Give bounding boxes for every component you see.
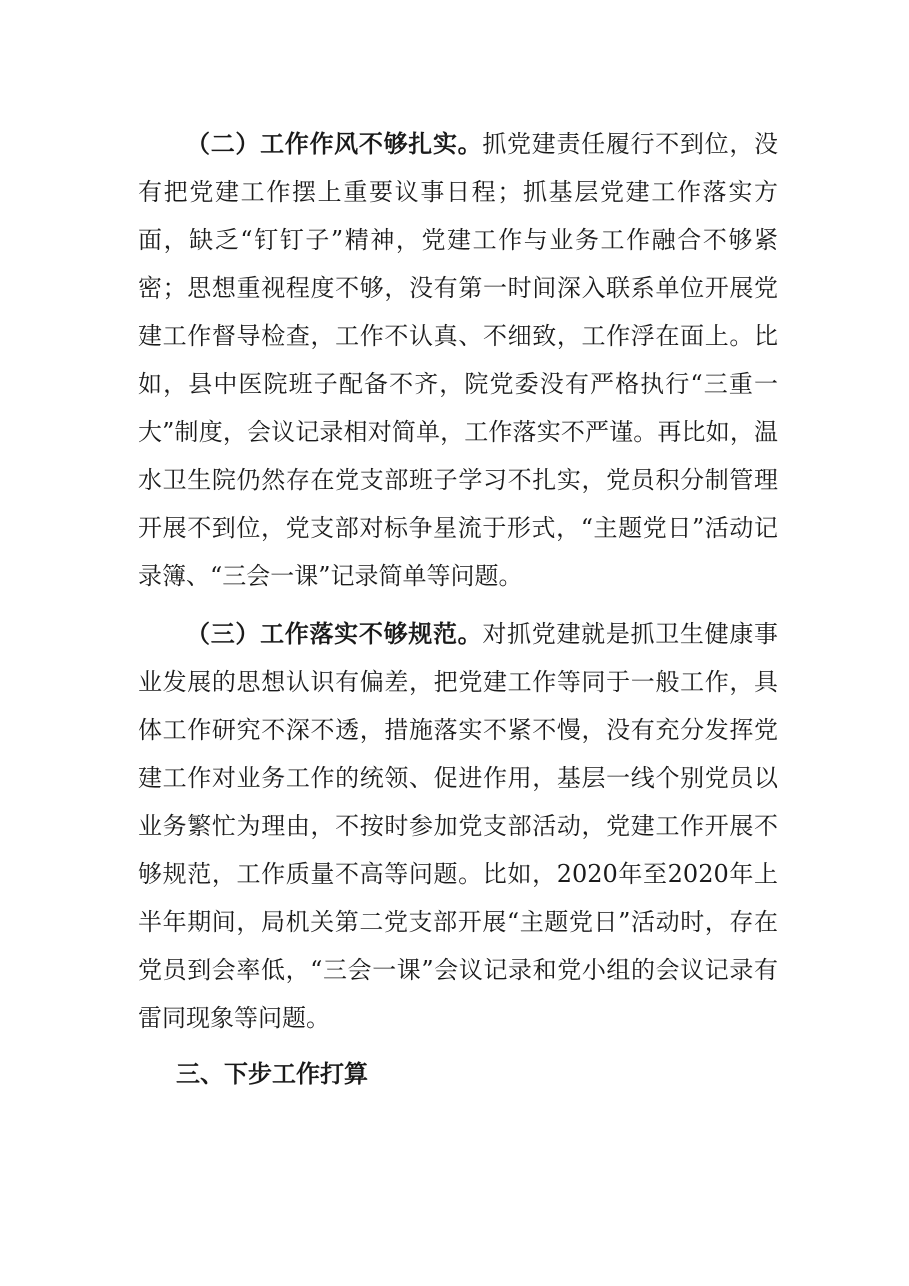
paragraph-body-work-style: 抓党建责任履行不到位，没有把党建工作摆上重要议事日程；抓基层党建工作落实方面，缺乏“钉钉子”精神，党建工作与业务工作融合不够紧密；思想重视程度不够，没有第一时间深入联系单位开展党建工作督导检查，工作不认真、不细致，工作浮在面上。比如，县中医院班子配备不齐，院党委没有严格执行“三重一大”制度，会议记录相对简单，工作落实不严谨。再比如，温水卫生院仍然存在党支部班子学习不扎实，党员积分制管理开展不到位，党支部对标争星流于形式，“主题党日”活动记录簿、“三会一课”记录简单等问题。: [138, 130, 779, 590]
paragraph-lead-work-style: （二）工作作风不够扎实。: [186, 130, 483, 158]
paragraph-work-implementation: [138, 610, 778, 1042]
section-heading-next-steps: 三、下步工作打算: [176, 1060, 368, 1088]
paragraph-body-work-implementation: 对抓党建就是抓卫生健康事业发展的思想认识有偏差，把党建工作等同于一般工作，具体工作研究不深不透，措施落实不紧不慢，没有充分发挥党建工作对业务工作的统领、促进作用，基层一线个别党员以业务繁忙为理由，不按时参加党支部活动，党建工作开展不够规范，工作质量不高等问题。比如，2020年至2020年上半年期间，局机关第二党支部开展“主题党日”活动时，存在党员到会率低，“三会一课”会议记录和党小组的会议记录有雷同现象等问题。: [138, 620, 779, 1032]
paragraph-lead-work-implementation: （三）工作落实不够规范。: [186, 620, 483, 648]
paragraph-work-style: [138, 120, 778, 600]
